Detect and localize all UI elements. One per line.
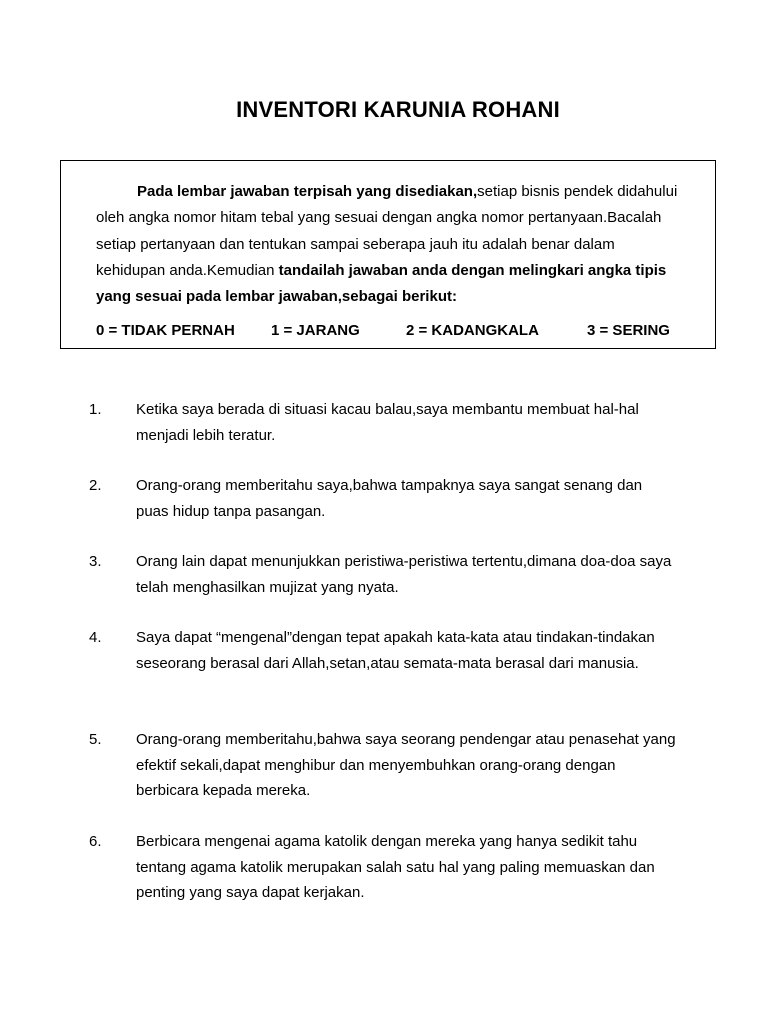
question-text: Saya dapat “mengenal”dengan tepat apakah kata-kata atau tindakan-tindakan seseorang berasal dari Allah,setan,atau semata-mata berasal dari manusia. <box>136 629 655 672</box>
scale-option-3: 3 = SERING <box>587 322 670 339</box>
instructions-body: setiap bisnis pendek didahului oleh angka nomor hitam tebal yang sesuai dengan angka nomor pertanyaan.Bacalah setiap pertanyaan dan tentukan sampai seberapa jauh itu adalah benar dalam kehidupan anda.Kemudian <box>96 183 678 279</box>
question-text: Orang lain dapat menunjukkan peristiwa-peristiwa tertentu,dimana doa-doa saya telah menghasilkan mujizat yang nyata. <box>136 553 672 596</box>
question-number: 5. <box>89 731 102 748</box>
question-number: 4. <box>89 629 102 646</box>
instructions-paragraph <box>96 179 684 310</box>
question-text: Orang-orang memberitahu saya,bahwa tampaknya saya sangat senang dan puas hidup tanpa pasangan. <box>136 477 643 520</box>
scale-option-2: 2 = KADANGKALA <box>406 322 539 339</box>
question-number: 2. <box>89 477 102 494</box>
question-number: 3. <box>89 553 102 570</box>
instructions-box <box>60 160 716 349</box>
question-text: Berbicara mengenai agama katolik dengan mereka yang hanya sedikit tahu tentang agama katolik merupakan salah satu hal yang paling memuaskan dan penting yang saya dapat kerjakan. <box>136 833 655 901</box>
page-title: INVENTORI KARUNIA ROHANI <box>236 97 560 122</box>
instructions-bold-lead: Pada lembar jawaban terpisah yang disediakan, <box>137 183 478 200</box>
question-text: Ketika saya berada di situasi kacau balau,saya membantu membuat hal-hal menjadi lebih teratur. <box>136 401 639 444</box>
question-number: 6. <box>89 833 102 850</box>
question-number: 1. <box>89 401 102 418</box>
scale-option-0: 0 = TIDAK PERNAH <box>96 322 235 339</box>
question-text: Orang-orang memberitahu,bahwa saya seorang pendengar atau penasehat yang efektif sekali,dapat menghibur dan menyembuhkan orang-orang dengan berbicara kepada mereka. <box>136 731 676 799</box>
instructions-bold-tail: tandailah jawaban anda dengan melingkari angka tipis yang sesuai pada lembar jawaban,sebagai berikut: <box>96 261 667 306</box>
scale-option-1: 1 = JARANG <box>271 322 360 339</box>
